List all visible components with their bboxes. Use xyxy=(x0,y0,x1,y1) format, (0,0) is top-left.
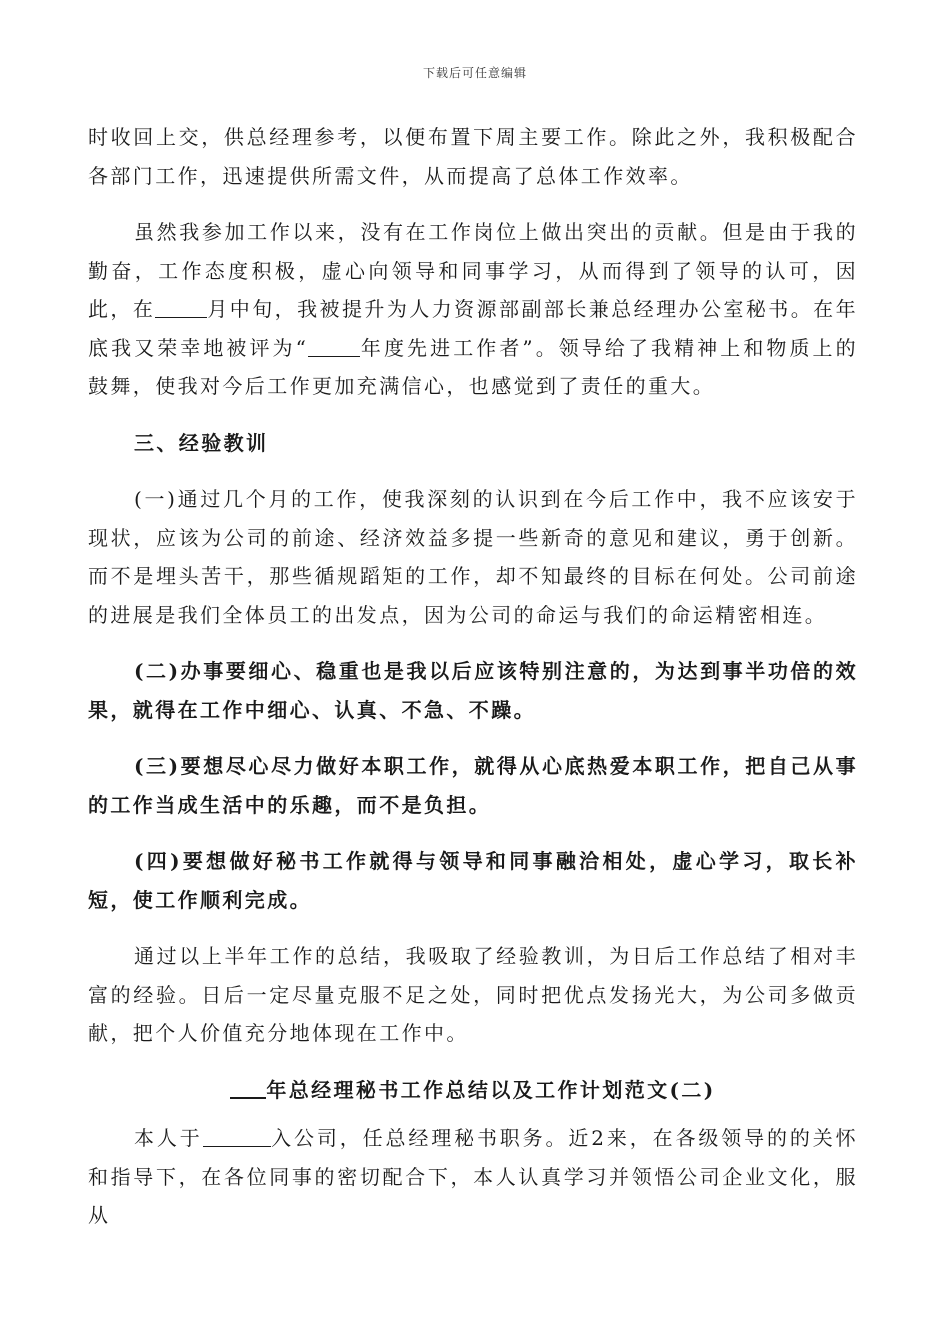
lesson-item-3: (三)要想尽心尽力做好本职工作，就得从心底热爱本职工作，把自己从事的工作当成生活中的乐趣，而不是负担。 xyxy=(88,754,858,817)
lesson-item-1: (一)通过几个月的工作，使我深刻的认识到在今后工作中，我不应该安于现状，应该为公司的前途、经济效益多提一些新奇的意见和建议，勇于创新。而不是埋头苦干，那些循规蹈矩的工作，却不知最终的目标在何处。公司前途的进展是我们全体员工的出发点，因为公司的命运与我们的命运精密相连。 xyxy=(88,487,858,627)
page-header: 下载后可任意编辑 xyxy=(422,66,527,80)
section-heading-lessons: 三、经验教训 xyxy=(134,430,269,455)
paragraph-continued: 时收回上交，供总经理参考，以便布置下周主要工作。除此之外，我积极配合各部门工作，迅速提供所需文件，从而提高了总体工作效率。 xyxy=(88,125,858,188)
document-body xyxy=(88,118,858,1253)
intro-text-a: 本人于 xyxy=(134,1126,203,1150)
document-title-2 xyxy=(88,1071,858,1110)
paragraph-promotion xyxy=(88,213,858,406)
promotion-text-b: 月中旬，我被提升为人力资源部副部长兼总经理办公室秘书。在年底我又荣幸地被评为“ xyxy=(88,297,858,360)
title-year-blank xyxy=(230,1077,266,1099)
summary-paragraph: 通过以上半年工作的总结，我吸取了经验教训，为日后工作总结了相对丰富的经验。日后一定尽量克服不足之处，同时把优点发扬光大，为公司多做贡献，把个人价值充分地体现在工作中。 xyxy=(88,944,858,1045)
title-text: 年总经理秘书工作总结以及工作计划范文(二) xyxy=(266,1077,716,1102)
join-date-blank xyxy=(203,1126,271,1147)
year-blank xyxy=(308,336,360,357)
intro-paragraph xyxy=(88,1119,858,1235)
lesson-item-2: (二)办事要细心、稳重也是我以后应该特别注意的，为达到事半功倍的效果，就得在工作中细心、认真、不急、不躁。 xyxy=(88,659,858,722)
promotion-text-c: 年度先进工作者”。领导给了我精神上和物质上的鼓舞，使我对今后工作更加充满信心，也感觉到了责任的重大。 xyxy=(88,335,858,398)
promotion-text-a: 虽然我参加工作以来，没有在工作岗位上做出突出的贡献。但是由于我的勤奋，工作态度积极，虚心向领导和同事学习，从而得到了领导的认可，因此，在 xyxy=(88,220,858,321)
month-blank xyxy=(155,297,207,318)
intro-text-b: 入公司，任总经理秘书职务。近2来，在各级领导的的关怀和指导下，在各位同事的密切配合下，本人认真学习并领悟公司企业文化，服从 xyxy=(88,1126,859,1227)
lesson-item-4: (四)要想做好秘书工作就得与领导和同事融洽相处，虚心学习，取长补短，使工作顺利完成。 xyxy=(88,849,858,912)
